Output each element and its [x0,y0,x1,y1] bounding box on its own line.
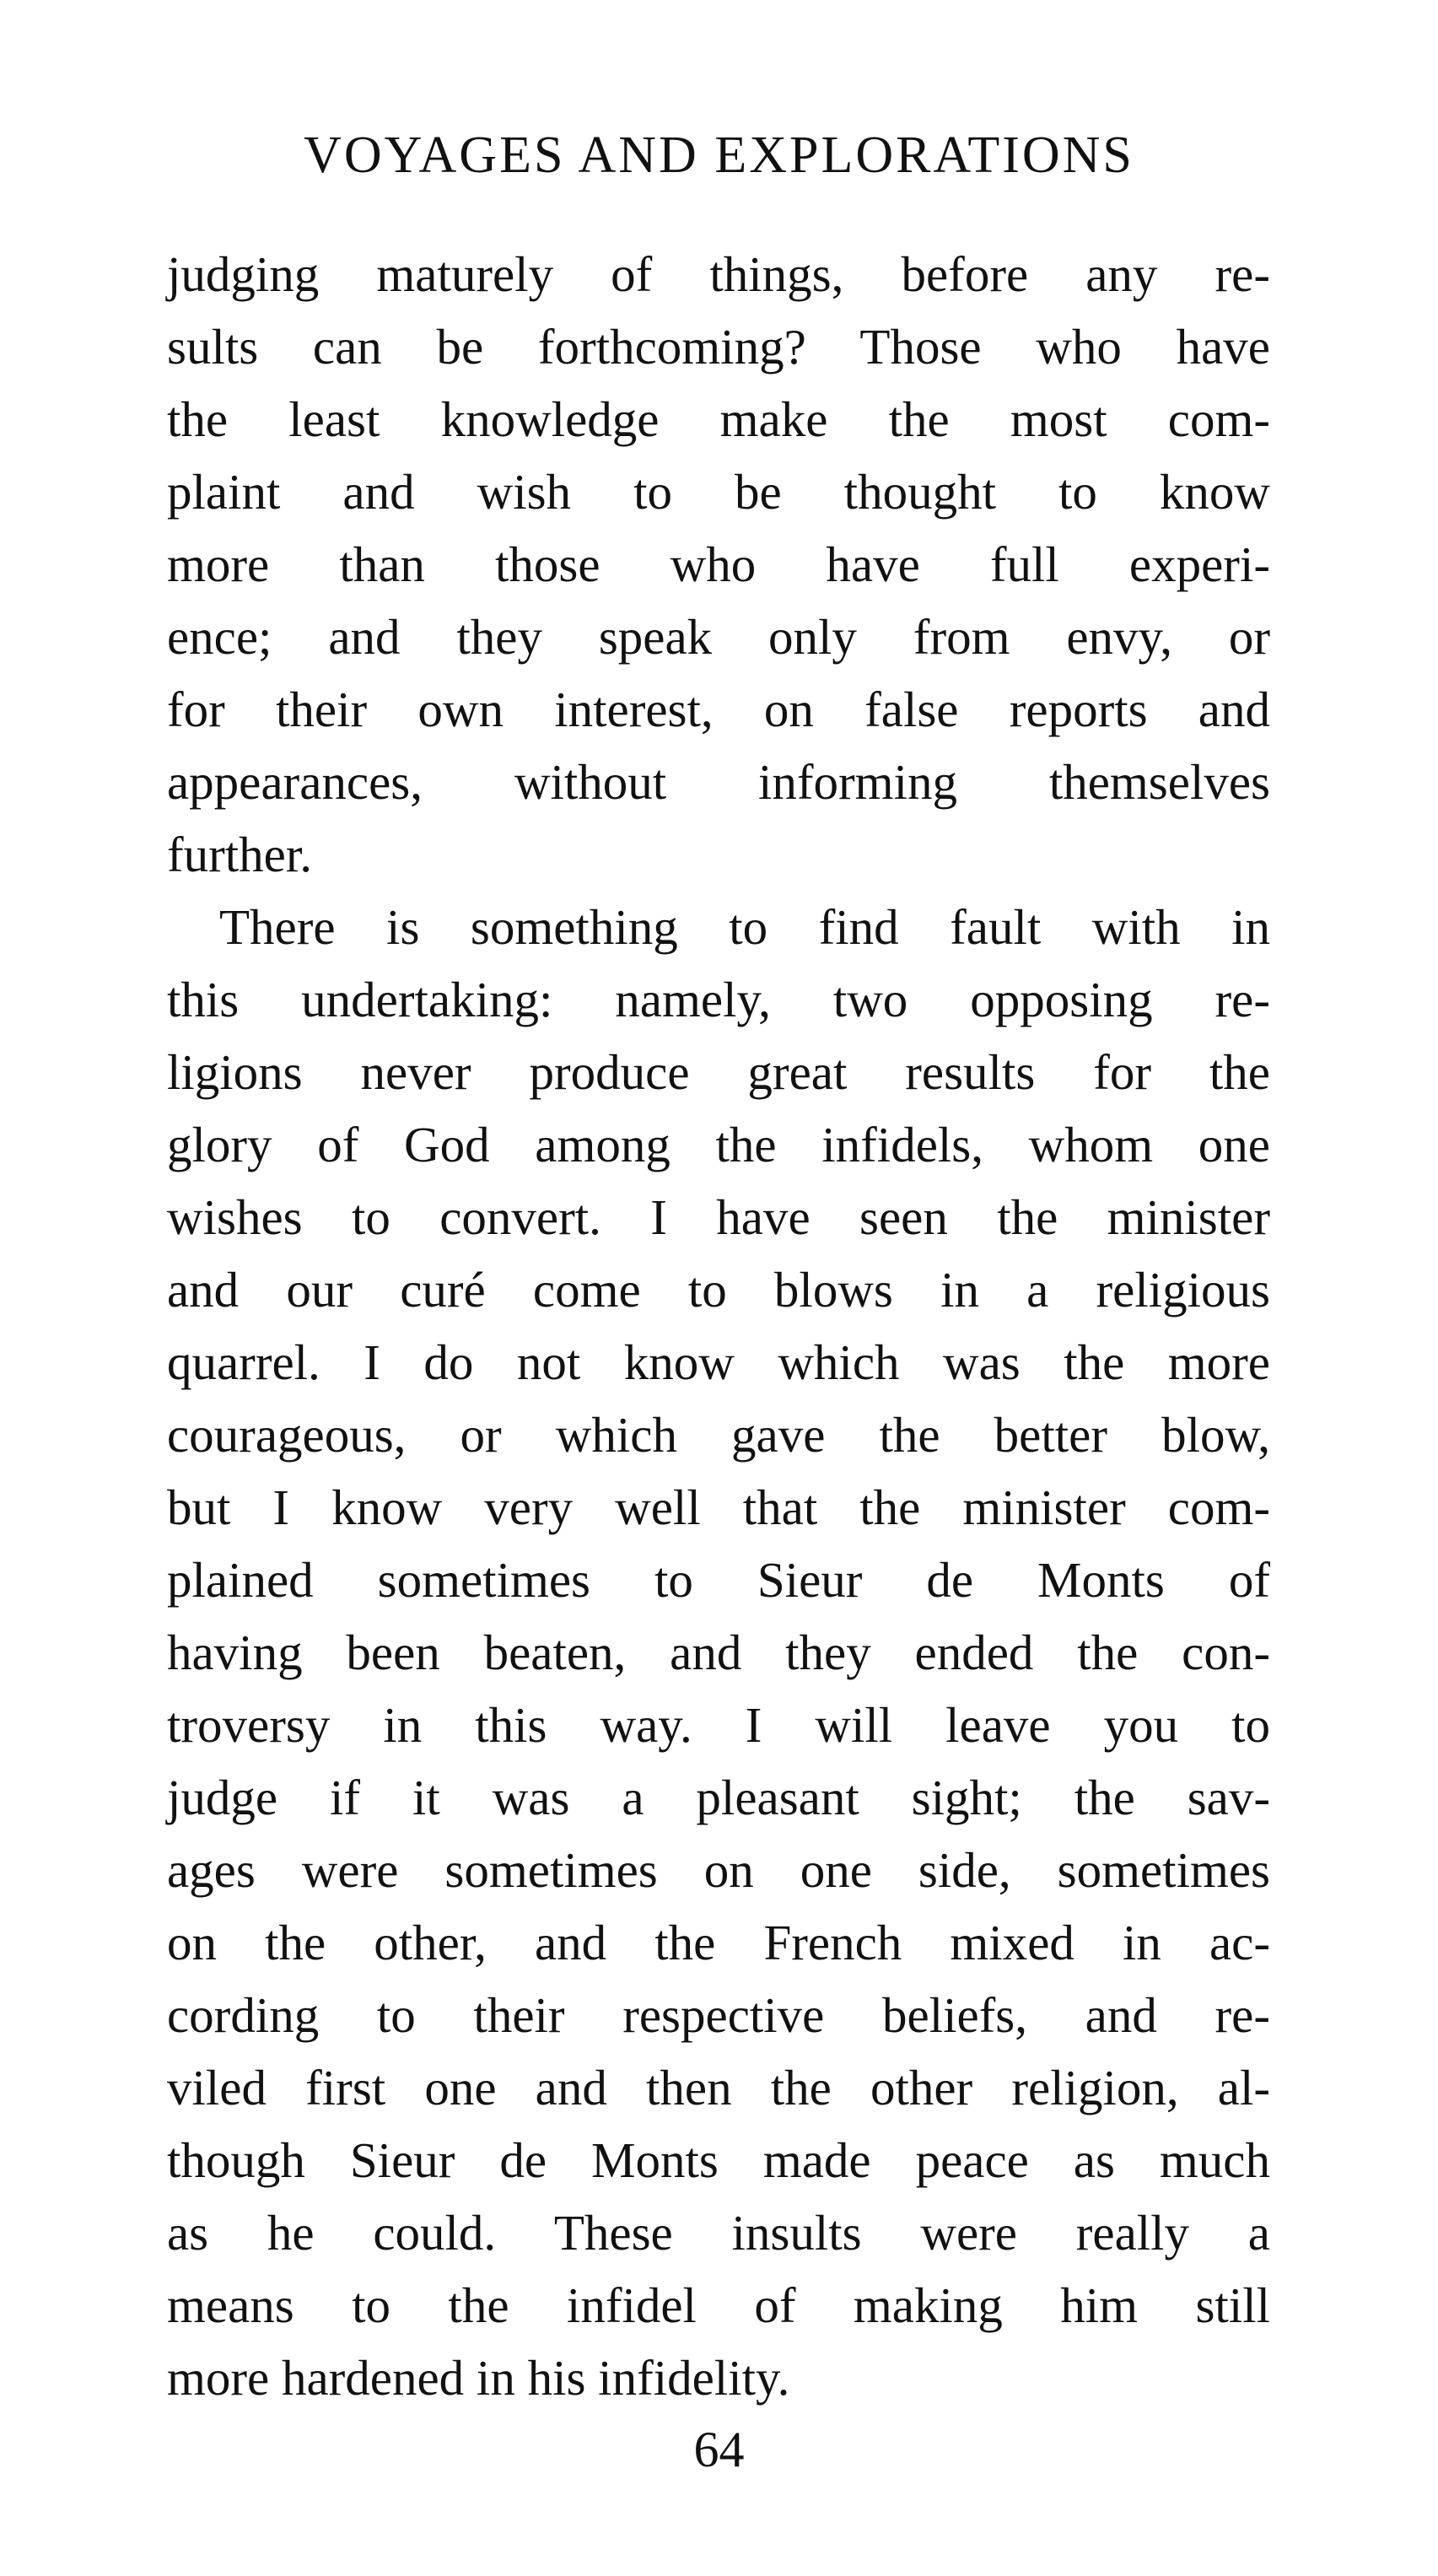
text-line: means to the infidel of making him still [167,2277,1270,2333]
text-line: on the other, and the French mixed in ac- [167,1915,1270,1970]
text-line: more hardened in his infidelity. [167,2350,790,2406]
text-line: judge if it was a pleasant sight; the sav- [167,1770,1270,1825]
text-line: ages were sometimes on one side, sometimes [167,1842,1270,1898]
text-line: sults can be forthcoming? Those who have [167,319,1270,375]
body-text [167,238,1270,2414]
text-line: glory of God among the infidels, whom one [167,1117,1270,1172]
text-line: having been beaten, and they ended the con- [167,1625,1270,1680]
text-line: appearances, without informing themselves [167,754,1270,810]
text-line: the least knowledge make the most com- [167,391,1270,447]
text-line: courageous, or which gave the better blow, [167,1407,1270,1463]
text-line: ligions never produce great results for the [167,1044,1270,1100]
running-head-title: VOYAGES AND EXPLORATIONS [304,127,1134,184]
text-line: ence; and they speak only from envy, or [167,609,1270,665]
text-line: troversy in this way. I will leave you to [167,1697,1270,1753]
text-line: plained sometimes to Sieur de Monts of [167,1552,1270,1608]
text-line: wishes to convert. I have seen the minister [167,1189,1270,1245]
text-line: There is something to find fault with in [219,899,1270,955]
text-line: for their own interest, on false reports and [167,682,1270,737]
text-line: viled first one and then the other religion, al- [167,2060,1270,2115]
text-line: further. [167,827,313,882]
text-line: but I know very well that the minister com- [167,1479,1270,1535]
paragraph-2 [167,891,1270,2414]
paragraph-1 [167,238,1270,891]
text-line: cording to their respective beliefs, and re- [167,1987,1270,2043]
text-line: as he could. These insults were really a [167,2205,1270,2261]
page-number: 64 [693,2422,745,2477]
text-line: though Sieur de Monts made peace as much [167,2132,1270,2188]
text-line: quarrel. I do not know which was the more [167,1334,1270,1390]
text-line: plaint and wish to be thought to know [167,464,1270,520]
text-line: and our curé come to blows in a religious [167,1262,1270,1318]
text-line: more than those who have full experi- [167,536,1270,592]
text-line: judging maturely of things, before any re- [167,246,1270,302]
text-line: this undertaking: namely, two opposing re- [167,972,1270,1027]
